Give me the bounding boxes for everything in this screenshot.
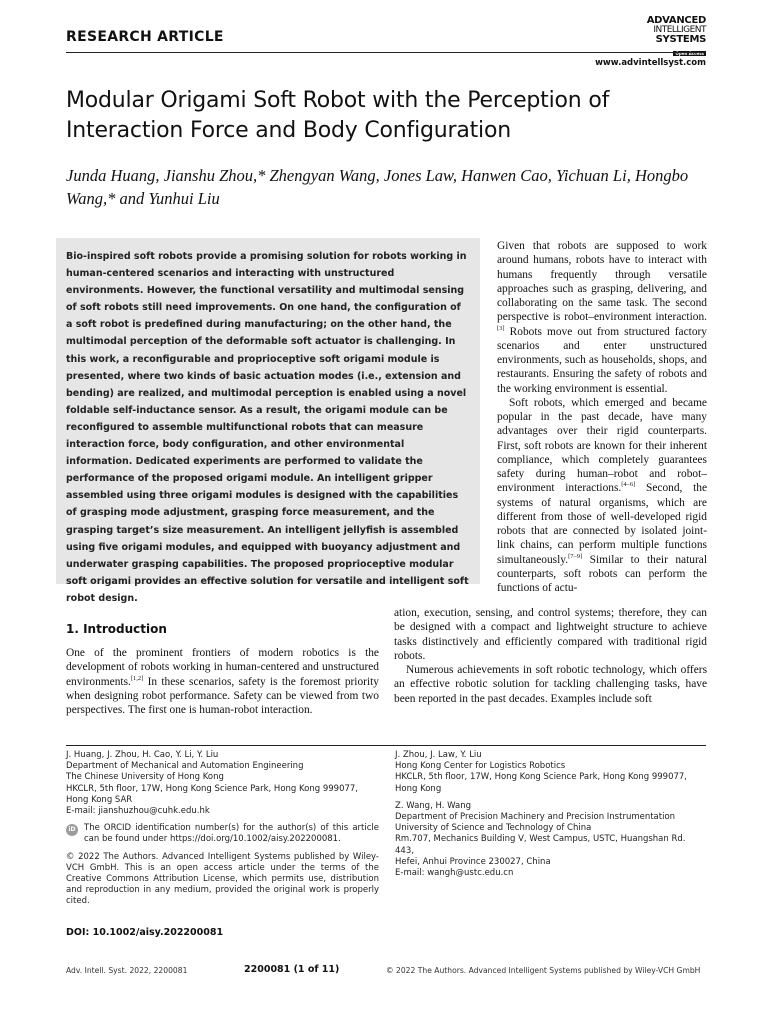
affiliation-univ: The Chinese University of Hong Kong <box>66 772 224 783</box>
orcid-text[interactable]: The ORCID identification number(s) for the author(s) of this article can be found under https://doi.org/10.1002/aisy.202200081. <box>84 823 379 845</box>
affiliation-address: Hong Kong <box>395 783 442 794</box>
section-heading-introduction: 1. Introduction <box>66 622 167 636</box>
affiliations-left <box>66 750 379 908</box>
affiliations-right <box>395 750 707 879</box>
citation-link[interactable]: [7–9] <box>568 552 583 560</box>
header-rule <box>66 52 706 53</box>
affiliation-address: Rm.707, Mechanics Building V, West Campus, USTC, Huangshan Rd. 443, <box>395 834 686 856</box>
affiliation-address: Hefei, Anhui Province 230027, China <box>395 856 551 867</box>
affiliation-names: J. Huang, J. Zhou, H. Cao, Y. Li, Y. Liu <box>66 750 219 760</box>
footer-citation: Adv. Intell. Syst. 2022, 2200081 <box>66 966 188 975</box>
corresponding-email[interactable]: E-mail: jianshuzhou@cuhk.edu.hk <box>66 806 210 817</box>
affiliation-dept: Department of Mechanical and Automation Engineering <box>66 761 304 772</box>
journal-website-link[interactable]: www.advintellsyst.com <box>595 58 706 68</box>
citation-link[interactable]: [1,2] <box>130 674 144 682</box>
corresponding-email[interactable]: E-mail: wangh@ustc.edu.cn <box>395 868 514 879</box>
affiliation-dept: Department of Precision Machinery and Precision Instrumentation <box>395 812 676 823</box>
affiliation-center: Hong Kong Center for Logistics Robotics <box>395 761 566 772</box>
left-column <box>66 646 379 717</box>
article-doi[interactable]: DOI: 10.1002/aisy.202200081 <box>66 927 224 938</box>
body-paragraph: Soft robots, which emerged and became popular in the past decade, have many advantages over their rigid counterparts. First, soft robots are known for their inherent compliance, which completely guarantees safety during human–robot and robot–environment interactions.[4–6] Second, the systems of natural organisms, which are different from those of well-developed rigid robots that are connected by isolated joint-link chains, can perform multiple functions simultaneously.[7–9] Similar to their natural counterparts, soft robots can perform the functions of actu- <box>497 396 708 594</box>
article-title: Modular Origami Soft Robot with the Perception of Interaction Force and Body Configuration <box>66 88 610 143</box>
orcid-note <box>66 823 379 845</box>
logo-line-2: INTELLIGENT <box>653 24 706 35</box>
author-list: Junda Huang, Jianshu Zhou,* Zhengyan Wang, Jones Law, Hanwen Cao, Yichuan Li, Hongbo Wang,* and Yunhui Liu <box>66 166 689 208</box>
affiliation-address: HKCLR, 5th floor, 17W, Hong Kong Science Park, Hong Kong 999077, <box>66 783 358 794</box>
footer-copyright: © 2022 The Authors. Advanced Intelligent Systems published by Wiley-VCH GmbH <box>386 966 701 975</box>
logo-line-3: SYSTEMS <box>655 34 706 45</box>
abstract-text: Bio-inspired soft robots provide a promising solution for robots working in human-centered scenarios and interacting with unstructured environments. However, the functional versatility and multimodal sensing of soft robots still need improvements. On one hand, the configuration of a soft robot is predefined during manufacturing; on the other hand, the multimodal perception of the deformable soft actuator is challenging. In this work, a reconfigurable and proprioceptive soft origami module is presented, where two kinds of basic actuation modes (i.e., extension and bending) are realized, and multimodal perception is enabled using a novel foldable self-inductance sensor. As a result, the origami module can be reconfigured to assemble multifunctional robots that can measure interaction force, body configuration, and other environmental information. Dedicated experiments are performed to validate the performance of the proposed origami module. An intelligent gripper assembled using three origami modules is designed with the capabilities of grasping mode adjustment, grasping force measurement, and the grasping target’s size measurement. An intelligent jellyfish is assembled using five origami modules, and equipped with buoyancy adjustment and underwater grasping capabilities. The proposed proprioceptive modular soft origami provides an effective solution for versatile and intelligent soft robot design. <box>66 251 469 604</box>
footer-page-number: 2200081 (1 of 11) <box>244 964 340 975</box>
affiliation-address: HKCLR, 5th floor, 17W, Hong Kong Science Park, Hong Kong 999077, <box>395 772 687 783</box>
body-paragraph: One of the prominent frontiers of modern robotics is the development of robots working in human-centered and unstructured environments.[1,2] In these scenarios, safety is the foremost priority when designing robot performance. Safety can be viewed from two perspectives. The first one is human-robot interaction. <box>66 647 379 716</box>
logo-line-1: ADVANCED <box>646 15 706 26</box>
journal-logo <box>632 16 706 54</box>
abstract-box <box>56 238 480 604</box>
citation-link[interactable]: [4–6] <box>621 481 636 489</box>
footnote-rule <box>66 745 706 746</box>
affiliation-names: J. Zhou, J. Law, Y. Liu <box>395 750 482 760</box>
right-column-lower <box>394 606 707 706</box>
orcid-icon: iD <box>66 824 78 836</box>
affiliation-univ: University of Science and Technology of China <box>395 823 592 834</box>
citation-link[interactable]: [3] <box>497 324 505 332</box>
right-column <box>497 239 707 595</box>
body-paragraph: Given that robots are supposed to work around humans, robots have to interact with humans frequently through versatile approaches such as grasping, delivering, and collaborating on the same task. The second perspective is robot–environment interaction.[3] Robots move out from structured factory scenarios and enter unstructured environments, such as households, shops, and restaurants. Ensuring the safety of robots and the working environment is essential. <box>497 240 707 395</box>
license-note: © 2022 The Authors. Advanced Intelligent Systems published by Wiley-VCH GmbH. This is an open access article under the terms of the Creative Commons Attribution License, which permits use, distribution and reproduction in any medium, provided the original work is properly cited. <box>66 851 379 907</box>
body-paragraph-continued: ation, execution, sensing, and control systems; therefore, they can be designed with a compact and lightweight structure to achieve tasks distinctively and efficiently compared with traditional rigid robots. <box>394 607 707 662</box>
affiliation-names: Z. Wang, H. Wang <box>395 800 471 811</box>
section-label: RESEARCH ARTICLE <box>66 29 224 45</box>
logo-line-4: Open Access <box>675 50 704 56</box>
body-paragraph: Numerous achievements in soft robotic technology, which offers an effective robotic solution for tackling challenging tasks, have been reported in the past decades. Examples include soft <box>394 664 707 705</box>
affiliation-address: Hong Kong SAR <box>66 794 133 805</box>
